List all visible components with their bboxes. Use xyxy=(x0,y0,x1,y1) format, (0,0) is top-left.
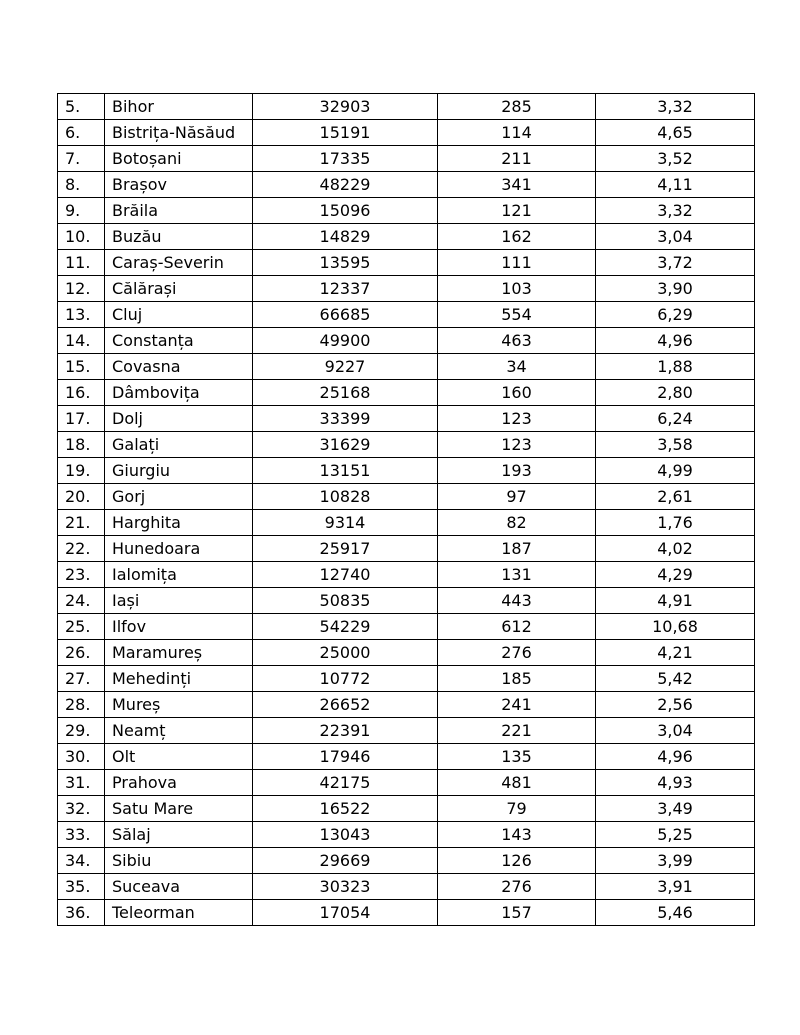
value-cell-2: 612 xyxy=(438,614,596,640)
value-cell-3: 3,32 xyxy=(596,94,755,120)
value-cell-1: 13151 xyxy=(253,458,438,484)
county-name-cell: Harghita xyxy=(105,510,253,536)
value-cell-1: 31629 xyxy=(253,432,438,458)
value-cell-1: 30323 xyxy=(253,874,438,900)
value-cell-1: 12337 xyxy=(253,276,438,302)
value-cell-2: 241 xyxy=(438,692,596,718)
value-cell-2: 221 xyxy=(438,718,596,744)
county-name-cell: Călărași xyxy=(105,276,253,302)
table-row xyxy=(58,900,755,926)
row-number-cell: 5. xyxy=(58,94,105,120)
value-cell-1: 22391 xyxy=(253,718,438,744)
county-name-cell: Maramureș xyxy=(105,640,253,666)
value-cell-2: 82 xyxy=(438,510,596,536)
value-cell-3: 3,04 xyxy=(596,224,755,250)
row-number-cell: 9. xyxy=(58,198,105,224)
table-row xyxy=(58,640,755,666)
value-cell-2: 160 xyxy=(438,380,596,406)
row-number-cell: 15. xyxy=(58,354,105,380)
value-cell-3: 4,02 xyxy=(596,536,755,562)
value-cell-1: 25000 xyxy=(253,640,438,666)
county-name-cell: Ilfov xyxy=(105,614,253,640)
row-number-cell: 22. xyxy=(58,536,105,562)
county-name-cell: Ialomița xyxy=(105,562,253,588)
table-row xyxy=(58,276,755,302)
value-cell-2: 131 xyxy=(438,562,596,588)
value-cell-2: 276 xyxy=(438,640,596,666)
value-cell-2: 157 xyxy=(438,900,596,926)
value-cell-3: 4,96 xyxy=(596,744,755,770)
value-cell-1: 17054 xyxy=(253,900,438,926)
value-cell-2: 481 xyxy=(438,770,596,796)
row-number-cell: 13. xyxy=(58,302,105,328)
value-cell-2: 34 xyxy=(438,354,596,380)
row-number-cell: 23. xyxy=(58,562,105,588)
county-name-cell: Suceava xyxy=(105,874,253,900)
row-number-cell: 20. xyxy=(58,484,105,510)
value-cell-3: 3,91 xyxy=(596,874,755,900)
table-row xyxy=(58,822,755,848)
value-cell-3: 4,99 xyxy=(596,458,755,484)
value-cell-3: 3,90 xyxy=(596,276,755,302)
value-cell-1: 32903 xyxy=(253,94,438,120)
table-row xyxy=(58,614,755,640)
value-cell-1: 29669 xyxy=(253,848,438,874)
county-data-table xyxy=(57,93,755,926)
value-cell-3: 4,93 xyxy=(596,770,755,796)
value-cell-1: 17946 xyxy=(253,744,438,770)
value-cell-2: 114 xyxy=(438,120,596,146)
table-row xyxy=(58,120,755,146)
value-cell-2: 111 xyxy=(438,250,596,276)
table-row xyxy=(58,484,755,510)
row-number-cell: 31. xyxy=(58,770,105,796)
value-cell-3: 1,88 xyxy=(596,354,755,380)
county-name-cell: Iași xyxy=(105,588,253,614)
table-row xyxy=(58,692,755,718)
row-number-cell: 29. xyxy=(58,718,105,744)
row-number-cell: 30. xyxy=(58,744,105,770)
value-cell-1: 14829 xyxy=(253,224,438,250)
value-cell-3: 3,58 xyxy=(596,432,755,458)
value-cell-3: 6,24 xyxy=(596,406,755,432)
county-name-cell: Brașov xyxy=(105,172,253,198)
county-name-cell: Dolj xyxy=(105,406,253,432)
value-cell-1: 10828 xyxy=(253,484,438,510)
value-cell-3: 3,52 xyxy=(596,146,755,172)
row-number-cell: 19. xyxy=(58,458,105,484)
row-number-cell: 33. xyxy=(58,822,105,848)
county-name-cell: Neamț xyxy=(105,718,253,744)
county-name-cell: Sălaj xyxy=(105,822,253,848)
row-number-cell: 28. xyxy=(58,692,105,718)
value-cell-1: 33399 xyxy=(253,406,438,432)
row-number-cell: 34. xyxy=(58,848,105,874)
value-cell-2: 285 xyxy=(438,94,596,120)
value-cell-3: 3,99 xyxy=(596,848,755,874)
county-name-cell: Galați xyxy=(105,432,253,458)
value-cell-1: 16522 xyxy=(253,796,438,822)
table-row xyxy=(58,224,755,250)
table-row xyxy=(58,198,755,224)
value-cell-2: 121 xyxy=(438,198,596,224)
table-row xyxy=(58,458,755,484)
table-row xyxy=(58,744,755,770)
county-name-cell: Giurgiu xyxy=(105,458,253,484)
value-cell-3: 4,91 xyxy=(596,588,755,614)
row-number-cell: 6. xyxy=(58,120,105,146)
table-row xyxy=(58,172,755,198)
table-row xyxy=(58,432,755,458)
table-row xyxy=(58,588,755,614)
value-cell-2: 443 xyxy=(438,588,596,614)
value-cell-3: 3,04 xyxy=(596,718,755,744)
value-cell-3: 3,32 xyxy=(596,198,755,224)
county-name-cell: Bistrița-Năsăud xyxy=(105,120,253,146)
value-cell-1: 12740 xyxy=(253,562,438,588)
value-cell-1: 49900 xyxy=(253,328,438,354)
table-row xyxy=(58,250,755,276)
county-name-cell: Prahova xyxy=(105,770,253,796)
county-name-cell: Sibiu xyxy=(105,848,253,874)
county-name-cell: Bihor xyxy=(105,94,253,120)
value-cell-2: 463 xyxy=(438,328,596,354)
value-cell-2: 187 xyxy=(438,536,596,562)
county-name-cell: Covasna xyxy=(105,354,253,380)
county-name-cell: Brăila xyxy=(105,198,253,224)
value-cell-3: 5,42 xyxy=(596,666,755,692)
county-name-cell: Dâmbovița xyxy=(105,380,253,406)
value-cell-3: 4,29 xyxy=(596,562,755,588)
table-row xyxy=(58,302,755,328)
value-cell-3: 1,76 xyxy=(596,510,755,536)
county-name-cell: Satu Mare xyxy=(105,796,253,822)
row-number-cell: 18. xyxy=(58,432,105,458)
value-cell-3: 3,72 xyxy=(596,250,755,276)
county-name-cell: Teleorman xyxy=(105,900,253,926)
row-number-cell: 24. xyxy=(58,588,105,614)
value-cell-1: 48229 xyxy=(253,172,438,198)
value-cell-1: 66685 xyxy=(253,302,438,328)
row-number-cell: 25. xyxy=(58,614,105,640)
row-number-cell: 7. xyxy=(58,146,105,172)
value-cell-1: 15191 xyxy=(253,120,438,146)
value-cell-2: 193 xyxy=(438,458,596,484)
row-number-cell: 14. xyxy=(58,328,105,354)
value-cell-3: 4,11 xyxy=(596,172,755,198)
county-name-cell: Olt xyxy=(105,744,253,770)
value-cell-1: 42175 xyxy=(253,770,438,796)
county-name-cell: Gorj xyxy=(105,484,253,510)
row-number-cell: 32. xyxy=(58,796,105,822)
value-cell-2: 123 xyxy=(438,432,596,458)
value-cell-2: 276 xyxy=(438,874,596,900)
table-row xyxy=(58,848,755,874)
county-name-cell: Cluj xyxy=(105,302,253,328)
row-number-cell: 10. xyxy=(58,224,105,250)
table-row xyxy=(58,354,755,380)
value-cell-1: 50835 xyxy=(253,588,438,614)
value-cell-1: 13043 xyxy=(253,822,438,848)
value-cell-2: 211 xyxy=(438,146,596,172)
value-cell-1: 54229 xyxy=(253,614,438,640)
value-cell-2: 103 xyxy=(438,276,596,302)
county-name-cell: Buzău xyxy=(105,224,253,250)
county-name-cell: Mehedinți xyxy=(105,666,253,692)
row-number-cell: 17. xyxy=(58,406,105,432)
value-cell-2: 185 xyxy=(438,666,596,692)
value-cell-2: 143 xyxy=(438,822,596,848)
county-name-cell: Caraș-Severin xyxy=(105,250,253,276)
value-cell-2: 97 xyxy=(438,484,596,510)
table-row xyxy=(58,666,755,692)
value-cell-3: 2,56 xyxy=(596,692,755,718)
table-row xyxy=(58,796,755,822)
value-cell-1: 10772 xyxy=(253,666,438,692)
table-row xyxy=(58,874,755,900)
value-cell-1: 9227 xyxy=(253,354,438,380)
table-body xyxy=(58,94,755,926)
table-row xyxy=(58,328,755,354)
value-cell-2: 135 xyxy=(438,744,596,770)
county-name-cell: Constanța xyxy=(105,328,253,354)
table-row xyxy=(58,770,755,796)
table-row xyxy=(58,718,755,744)
table-row xyxy=(58,562,755,588)
table-row xyxy=(58,510,755,536)
value-cell-1: 25917 xyxy=(253,536,438,562)
table-row xyxy=(58,146,755,172)
row-number-cell: 27. xyxy=(58,666,105,692)
county-name-cell: Botoșani xyxy=(105,146,253,172)
value-cell-3: 5,46 xyxy=(596,900,755,926)
value-cell-3: 2,80 xyxy=(596,380,755,406)
value-cell-1: 13595 xyxy=(253,250,438,276)
value-cell-2: 341 xyxy=(438,172,596,198)
value-cell-3: 3,49 xyxy=(596,796,755,822)
value-cell-3: 2,61 xyxy=(596,484,755,510)
value-cell-1: 26652 xyxy=(253,692,438,718)
value-cell-2: 123 xyxy=(438,406,596,432)
row-number-cell: 26. xyxy=(58,640,105,666)
row-number-cell: 11. xyxy=(58,250,105,276)
value-cell-3: 4,65 xyxy=(596,120,755,146)
value-cell-3: 4,21 xyxy=(596,640,755,666)
value-cell-2: 554 xyxy=(438,302,596,328)
value-cell-1: 17335 xyxy=(253,146,438,172)
row-number-cell: 8. xyxy=(58,172,105,198)
table-row xyxy=(58,406,755,432)
value-cell-3: 6,29 xyxy=(596,302,755,328)
row-number-cell: 35. xyxy=(58,874,105,900)
value-cell-2: 79 xyxy=(438,796,596,822)
row-number-cell: 36. xyxy=(58,900,105,926)
value-cell-2: 126 xyxy=(438,848,596,874)
value-cell-3: 4,96 xyxy=(596,328,755,354)
row-number-cell: 12. xyxy=(58,276,105,302)
row-number-cell: 21. xyxy=(58,510,105,536)
county-name-cell: Mureș xyxy=(105,692,253,718)
value-cell-1: 25168 xyxy=(253,380,438,406)
county-name-cell: Hunedoara xyxy=(105,536,253,562)
value-cell-2: 162 xyxy=(438,224,596,250)
value-cell-1: 15096 xyxy=(253,198,438,224)
table-row xyxy=(58,536,755,562)
table-row xyxy=(58,94,755,120)
value-cell-1: 9314 xyxy=(253,510,438,536)
table-row xyxy=(58,380,755,406)
value-cell-3: 10,68 xyxy=(596,614,755,640)
value-cell-3: 5,25 xyxy=(596,822,755,848)
row-number-cell: 16. xyxy=(58,380,105,406)
